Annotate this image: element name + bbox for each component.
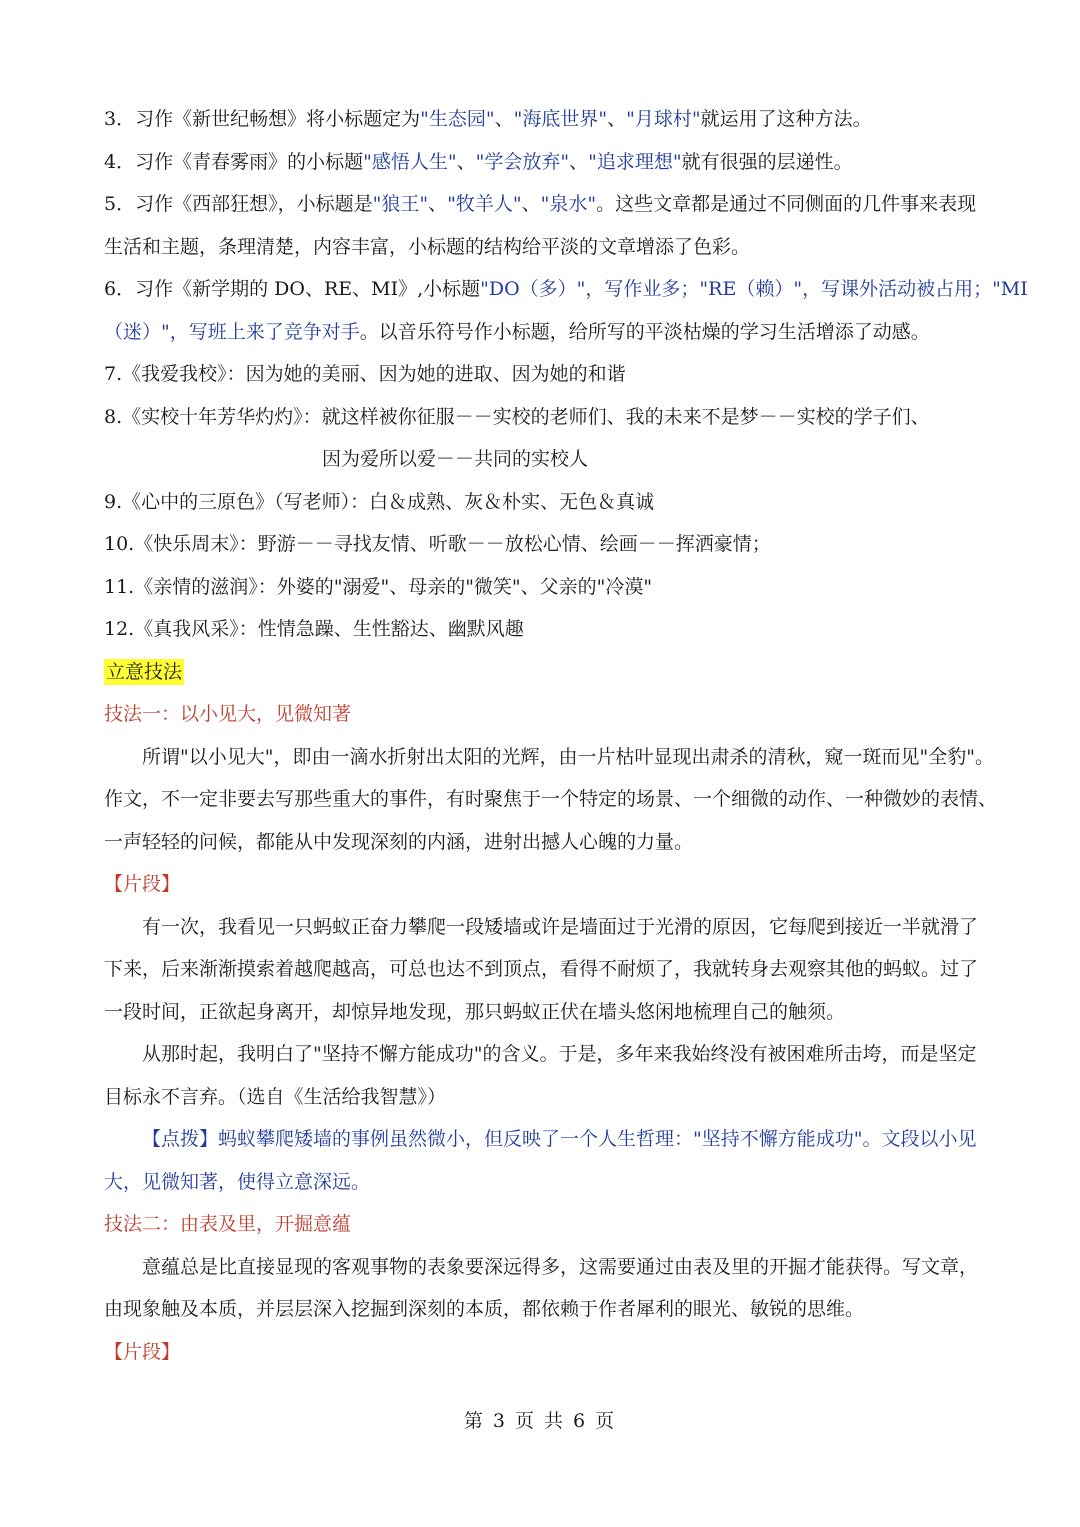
example-line-9: 9.《心中的三原色》（写老师）：白＆成熟、灰＆朴实、无色＆真诚 bbox=[104, 490, 655, 513]
tip-line-1: 【点拨】蚂蚁攀爬矮墙的事例虽然微小，但反映了一个人生哲理："坚持不懈方能成功"。文段以小见 bbox=[142, 1128, 977, 1150]
example-line-6: 6．习作《新学期的 DO、RE、MI》,小标题"DO（多）"，写作业多；"RE（赖）"，写课外活动被占用；"MI bbox=[104, 278, 1028, 300]
example-line-7: 7.《我爱我校》：因为她的美丽、因为她的进取、因为她的和谐 bbox=[104, 363, 626, 385]
section-heading-highlight: 立意技法 bbox=[106, 660, 183, 683]
example-line-6-cont: （迷）"，写班上来了竞争对手。以音乐符号作小标题，给所写的平淡枯燥的学习生活增添了动感。 bbox=[104, 320, 930, 343]
fragment-line-3: 一段时间，正欲起身离开，却惊异地发现，那只蚂蚁正伏在墙头悠闲地梳理自己的触须。 bbox=[104, 1000, 846, 1023]
paragraph-1-line-2: 作文，不一定非要去写那些重大的事件，有时聚焦于一个特定的场景、一个细微的动作、一种微妙的表情、 bbox=[104, 788, 998, 810]
example-line-8: 8.《实校十年芳华灼灼》：就这样被你征服－－实校的老师们、我的未来不是梦－－实校的学子们、 bbox=[104, 405, 930, 428]
example-line-12: 12.《真我风采》：性情急躁、生性豁达、幽默风趣 bbox=[104, 618, 524, 640]
example-line-8-cont: 因为爱所以爱－－共同的实校人 bbox=[322, 448, 589, 470]
example-line-3: 3．习作《新世纪畅想》将小标题定为"生态园"、"海底世界"、"月球村"就运用了这种方法。 bbox=[104, 108, 872, 130]
page-footer: 第 3 页 共 6 页 bbox=[463, 1410, 617, 1432]
fragment-label-2: 【片段】 bbox=[104, 1340, 181, 1363]
fragment-line-2: 下来，后来渐渐摸索着越爬越高，可总也达不到顶点，看得不耐烦了，我就转身去观察其他的蚂蚁。过了 bbox=[104, 958, 979, 980]
fragment-line-5: 目标永不言弃。（选自《生活给我智慧》） bbox=[104, 1085, 447, 1108]
example-line-10: 10.《快乐周末》：野游－－寻找友情、听歌－－放松心情、绘画－－挥洒豪情； bbox=[104, 533, 771, 555]
paragraph-2-line-1: 意蕴总是比直接显现的客观事物的表象要深远得多，这需要通过由表及里的开掘才能获得。写文章， bbox=[142, 1255, 979, 1278]
paragraph-1-line-3: 一声轻轻的问候，都能从中发现深刻的内涵，进射出撼人心魄的力量。 bbox=[104, 830, 694, 853]
fragment-line-4: 从那时起，我明白了"坚持不懈方能成功"的含义。于是，多年来我始终没有被困难所击垮，而是坚定 bbox=[142, 1043, 977, 1065]
method-one-heading: 技法一：以小见大，见微知著 bbox=[104, 703, 352, 725]
paragraph-2-line-2: 由现象触及本质，并层层深入挖掘到深刻的本质，都依赖于作者犀利的眼光、敏锐的思维。 bbox=[104, 1298, 865, 1320]
example-line-4: 4．习作《青春雾雨》的小标题"感悟人生"、"学会放弃"、"追求理想"就有很强的层递性。 bbox=[104, 150, 853, 173]
tip-line-2: 大，见微知著，使得立意深远。 bbox=[104, 1170, 371, 1193]
fragment-line-1: 有一次，我看见一只蚂蚁正奋力攀爬一段矮墙或许是墙面过于光滑的原因，它每爬到接近一半就滑了 bbox=[142, 915, 979, 938]
document-body bbox=[104, 98, 1028, 1373]
section-heading bbox=[104, 651, 980, 694]
method-two-heading: 技法二：由表及里，开掘意蕴 bbox=[104, 1213, 352, 1235]
example-line-5-cont: 生活和主题，条理清楚，内容丰富，小标题的结构给平淡的文章增添了色彩。 bbox=[104, 235, 751, 258]
fragment-label: 【片段】 bbox=[104, 873, 181, 895]
example-line-5: 5．习作《西部狂想》，小标题是"狼王"、"牧羊人"、"泉水"。这些文章都是通过不同侧面的几件事来表现 bbox=[104, 193, 977, 215]
example-line-11: 11.《亲情的滋润》：外婆的"溺爱"、母亲的"微笑"、父亲的"冷漠" bbox=[104, 575, 653, 598]
paragraph-1-line-1: 所谓"以小见大"，即由一滴水折射出太阳的光辉，由一片枯叶显现出肃杀的清秋，窥一斑而见"全豹"。 bbox=[142, 745, 994, 768]
